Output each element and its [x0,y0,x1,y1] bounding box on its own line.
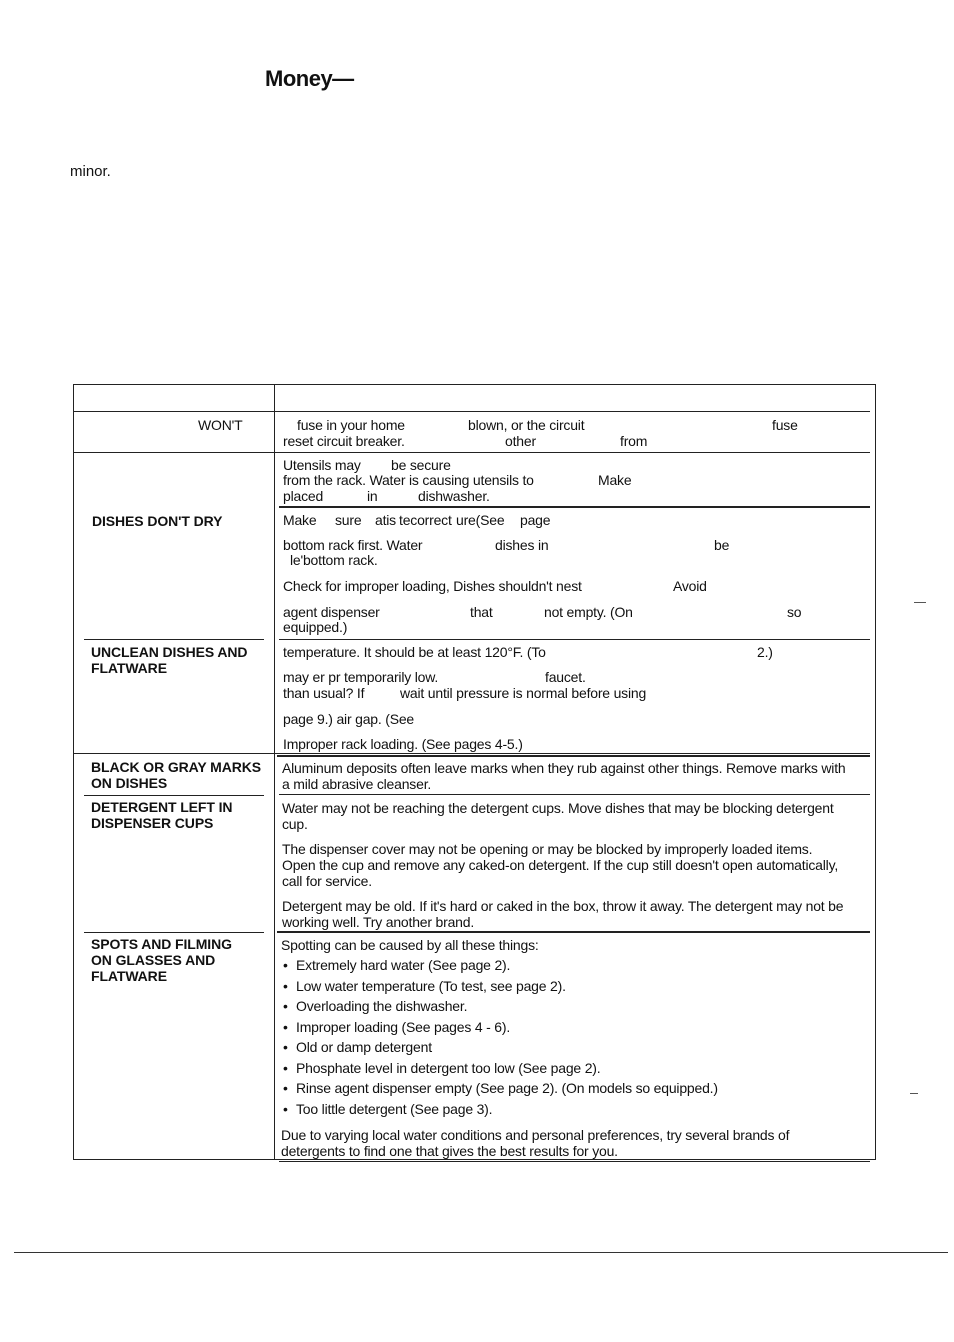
row-text: Check for improper loading, Dishes shouldn't nest [283,578,582,594]
row-text: fuse in your home [297,417,405,433]
margin-mark [914,602,926,603]
row-text: bottom rack first. Water [283,537,423,553]
row-label-dishes-dont-dry: DISHES DON'T DRY [92,513,223,529]
list-item: • Old or damp detergent [281,1039,718,1060]
row-text: Water may not be reaching the detergent cups. Move dishes that may be blocking detergent cup. [282,800,834,832]
row-text: so [787,604,802,620]
row-text: ure(See [456,512,505,528]
list-item: • Phosphate level in detergent too low (See page 2). [281,1060,718,1081]
row-text: sure [335,512,362,528]
row-text: page [520,512,551,528]
row-label-black-gray-marks: BLACK OR GRAY MARKS ON DISHES [91,759,262,791]
row-text: agent dispenser [283,604,380,620]
row-text: Make [598,472,632,488]
row-text: Utensils may [283,457,361,473]
row-text: Avoid [673,578,707,594]
list-item: • Rinse agent dispenser empty (See page 2). (On models so equipped.) [281,1080,718,1101]
list-item: • Improper loading (See pages 4 - 6). [281,1019,718,1040]
row-text: temperature. It should be at least 120°F. (To [283,644,546,660]
row-text: Improper rack loading. (See pages 4-5.) [283,736,523,752]
row-text: Make [283,512,317,528]
row-text: may er pr temporarily low. [283,669,439,685]
row-label-wont: WON'T [198,417,243,433]
row-text: fuse [772,417,798,433]
row-text: reset circuit breaker. [283,433,405,449]
row-text: from [620,433,648,449]
row-text: be [714,537,730,553]
list-item: • Too little detergent (See page 3). [281,1101,718,1122]
row-text: 2.) [757,644,773,660]
row-text: not empty. (On [544,604,633,620]
row-text: wait until pressure is normal before using [400,685,647,701]
row-label-detergent-left: DETERGENT LEFT IN DISPENSER CUPS [91,799,233,831]
intro-fragment: minor. [70,163,111,180]
row-text: Spotting can be caused by all these things: [281,937,539,953]
row-text: dishwasher. [418,488,490,504]
row-text: Detergent may be old. If it's hard or caked in the box, throw it away. The detergent may not be working well. Try another brand. [282,898,844,930]
page-heading: Money— [265,66,354,91]
row-text: dishes in [495,537,549,553]
margin-mark [910,1093,918,1094]
list-item: • Extremely hard water (See page 2). [281,957,718,978]
footer-rule [14,1252,948,1253]
row-label-spots-filming: SPOTS AND FILMING ON GLASSES AND FLATWARE [91,936,232,984]
row-text: from the rack. Water is causing utensils to [283,472,534,488]
row-text: The dispenser cover may not be opening or may be blocked by improperly loaded items. Open the cup and remove any caked-on detergent. If the cup still doesn't open automatically, call for service. [282,841,839,889]
row-text: le'bottom rack. [290,552,378,568]
row-text: that [470,604,493,620]
row-text: equipped.) [283,619,348,635]
spotting-causes-list [281,957,718,1121]
row-text: placed [283,488,324,504]
list-item: • Overloading the dishwasher. [281,998,718,1019]
list-item: • Low water temperature (To test, see page 2). [281,978,718,999]
row-text: than usual? If [283,685,365,701]
row-text: blown, or the circuit [468,417,585,433]
row-text: page 9.) air gap. (See [283,711,415,727]
row-text: tecorrect [399,512,452,528]
row-label-unclean-dishes: UNCLEAN DISHES AND FLATWARE [91,644,248,676]
row-text: in [367,488,378,504]
row-text: be secure [391,457,451,473]
row-text: atis [375,512,396,528]
row-text: Due to varying local water conditions and personal preferences, try several brands of detergents to find one that gives the best results for you. [281,1127,790,1159]
row-text: faucet. [545,669,586,685]
row-text: Aluminum deposits often leave marks when they rub against other things. Remove marks with a mild abrasive cleanser. [282,760,846,792]
row-text: other [505,433,536,449]
